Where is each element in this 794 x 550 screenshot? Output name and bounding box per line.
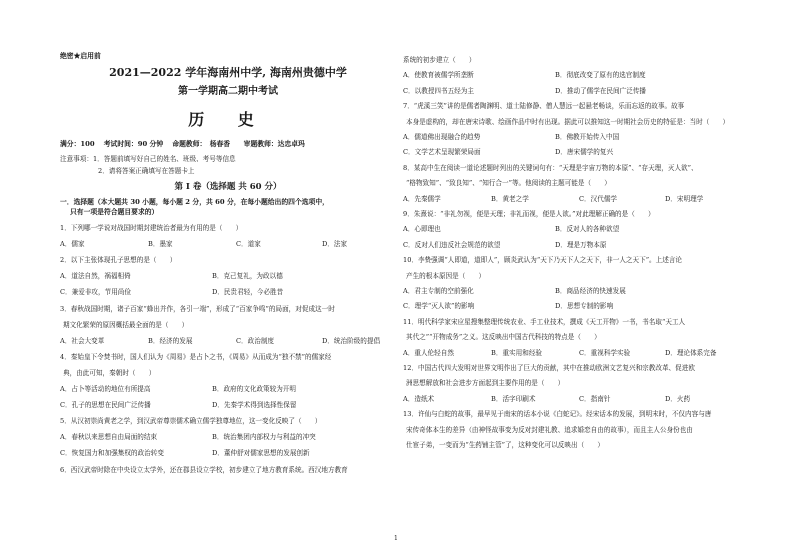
- answer-option: B．佛教开始传入中国: [555, 133, 620, 141]
- question-stem: 12．中国古代四大发明对世界文明作出了巨大的贡献，其中在推动欧洲文艺复兴和宗教改革、促进欧: [403, 364, 695, 372]
- answer-option: A．君主专制的空前强化: [403, 287, 474, 295]
- answer-option: A．春秋以来思想自由局面的结束: [60, 433, 158, 442]
- answer-option: B．重实用和经验: [491, 348, 543, 357]
- question-stem: 本身是虚构的，却在唐宋诗歌、绘画作品中时有出现。据此可以推知这一时期社会历史的特征是：当时（ ）: [406, 117, 730, 126]
- question-stem: 1．下列哪一学说对战国时期封建统治者最为有用的是（ ）: [60, 224, 243, 232]
- answer-option: C．以教授四书五经为主: [403, 86, 474, 95]
- question-stem: 7．“虎溪三笑”讲的是儒者陶渊明、道士陆修静、僧人慧远一起悬老畅谈，乐而忘返的故事。故事: [403, 102, 685, 111]
- answer-option: D．理是万物本原: [555, 240, 607, 249]
- answer-option: A．造纸术: [403, 394, 435, 403]
- notice-line2: 2．请将答案正确填写在答题卡上: [98, 167, 195, 175]
- answer-option: D．唐宋儒学的复兴: [555, 148, 614, 157]
- answer-option: A．儒家: [60, 240, 85, 249]
- page-number: 1: [394, 535, 398, 542]
- question-stem: 典，由此可知，秦朝时（ ）: [63, 368, 156, 377]
- question-stem: 期文化繁荣的原因概括最全面的是（ ）: [63, 320, 189, 329]
- answer-option: B．黄老之学: [491, 194, 529, 203]
- answer-option: D．火药: [665, 394, 691, 403]
- question-stem: 4．秦始皇下令焚书时，国人们认为《周易》是占卜之书，《周易》从而成为“独不禁”的儒家经: [60, 352, 332, 361]
- answer-option: D．民贵君轻，今必胜昔: [212, 288, 284, 297]
- secret-mark: 绝密★启用前: [60, 52, 101, 60]
- question-stem: 系统的初步建立（ ）: [403, 56, 476, 64]
- question-stem: 3．春秋战国时期，诸子百家“蜂出并作，各引一端”，形成了“百家争鸣”的局面，对促成这一时: [60, 304, 335, 313]
- question-stem: 5．从汉初崇尚黄老之学，到汉武帝尊崇儒术确立儒学独尊地位，这一变化反映了（ ）: [60, 417, 322, 426]
- answer-option: C．反对人们违反社会规范的欲望: [403, 240, 501, 249]
- answer-option: C．政治制度: [236, 336, 275, 345]
- answer-option: C．重视科学实验: [579, 348, 631, 357]
- answer-option: C．兼爱非攻，节用尚俭: [60, 288, 131, 297]
- question-stem: 宋传奇体本生的差异（由神怪故事变为反对封建礼教、追求婚恋自由的故事），而且主人公身份也由: [406, 425, 693, 434]
- answer-option: B．墨家: [148, 240, 173, 249]
- answer-option: D．统治阶级的提倡: [322, 336, 381, 345]
- answer-option: A．占卜等活动的地位有所提高: [60, 385, 151, 393]
- exam-info: 满分：100 考试时间：90 分钟 命题教师： 杨春香 审题教师：达忠卓玛: [60, 140, 305, 148]
- question-stem: 6．西汉武帝时除在中央设立太学外，还在郡县设立学校，初步建立了地方教育系统。西汉地方教育: [60, 465, 348, 474]
- answer-option: A．重人伦轻自然: [403, 348, 454, 357]
- answer-option: D．先秦学术得到选择性保留: [212, 401, 297, 410]
- question-stem: 11．明代科学家宋应星搜集整理传统农业、手工业技术，撰成《天工开物》一书，书名取“天工人: [403, 317, 686, 326]
- question-stem: 洲思想解放和社会进步方面起到主要作用的是（ ）: [406, 379, 565, 388]
- question-stem: 10．李贽强调“人即道，道即人”，顾炎武认为“天下乃天下人之天下，非一人之天下”。上述言论: [403, 256, 683, 265]
- subject-title: 历 史: [188, 110, 268, 129]
- answer-option: C．汉代儒学: [579, 194, 618, 203]
- answer-option: A．儒道佛出现融合的趋势: [403, 133, 481, 141]
- answer-option: A．心即理也: [403, 225, 441, 234]
- answer-option: D．宋明理学: [665, 194, 704, 203]
- answer-option: C．理学“灭人欲”的影响: [403, 302, 475, 311]
- answer-option: B．彻底改变了原有的选官制度: [555, 71, 646, 80]
- section-heading: 一．选择题（本大题共 30 小题，每小题 2 分，共 60 分，在每小题给出的四个选项中，: [60, 198, 329, 206]
- answer-option: B．反对人的各种欲望: [555, 225, 620, 234]
- answer-option: A．使教育被儒学所垄断: [403, 71, 474, 80]
- answer-option: D．思想专制的影响: [555, 302, 614, 311]
- answer-option: B．经济的发展: [148, 336, 193, 345]
- exam-title-line2: 第一学期高二期中考试: [178, 86, 278, 97]
- question-stem: 产生的根本原因是（ ）: [406, 271, 486, 280]
- answer-option: B．统治集团内部权力与利益的冲突: [212, 433, 316, 442]
- answer-option: D．理论体系完备: [665, 348, 717, 357]
- answer-option: C．道家: [236, 240, 261, 249]
- question-stem: 仕宦子弟，一变而为“生药铺主管”了，这种变化可以反映出（ ）: [406, 441, 604, 449]
- answer-option: D．董仲舒对儒家思想的发展创新: [212, 449, 310, 458]
- answer-option: C．指南针: [579, 394, 611, 403]
- answer-option: B．商品经济的快速发展: [555, 287, 626, 295]
- answer-option: A．社会大变革: [60, 336, 105, 345]
- question-stem: 8．某高中生在阅读一道论述题时列出的关键词句有：“天理是宇宙万物的本原”、“存天理，灭人欲”、: [403, 163, 698, 172]
- answer-option: D．推动了儒学在民间广泛传播: [555, 86, 647, 95]
- answer-option: A．先秦儒学: [403, 194, 441, 203]
- answer-option: B．克己复礼，为政以德: [212, 272, 283, 281]
- section-heading-cont: 只有一项是符合题目要求的）: [70, 208, 159, 216]
- question-stem: 9．朱熹说：“非礼勿视，便是天理；非礼而视，便是人欲。”对此理解正确的是（ ）: [403, 210, 655, 218]
- answer-option: C．恢复国力和加强集权的政治转变: [60, 449, 164, 458]
- exam-title-line1: 2021—2022 学年海南州中学, 海南州贵德中学: [109, 66, 347, 79]
- answer-option: C．文学艺术呈现繁荣局面: [403, 148, 481, 157]
- part-one-heading: 第 I 卷（选择题 共 60 分）: [174, 182, 282, 192]
- answer-option: A．道法自然，祸福相倚: [60, 272, 131, 281]
- notice-line1: 注意事项：1．答题前填写好自己的姓名、班级、考号等信息: [60, 155, 236, 163]
- question-stem: 13．许仙与白蛇的故事，最早见于南宋的话本小说《白蛇记》。经宋话本的发展，到明末时，不仅内容与唐: [403, 410, 712, 419]
- question-stem: “格物致知”、“致良知”、“知行合一”等。他阅读的主题可能是（ ）: [406, 179, 611, 188]
- answer-option: C．孔子的思想在民间广泛传播: [60, 401, 151, 410]
- question-stem: 2．以下主张体现孔子思想的是（ ）: [60, 256, 177, 265]
- answer-option: D．法家: [322, 240, 348, 249]
- answer-option: B．政府的文化政策较为开明: [212, 385, 296, 393]
- answer-option: B．活字印刷术: [491, 394, 536, 403]
- question-stem: 其代之”“开物成务”之义。这反映出中国古代科技的特点是（ ）: [406, 333, 601, 342]
